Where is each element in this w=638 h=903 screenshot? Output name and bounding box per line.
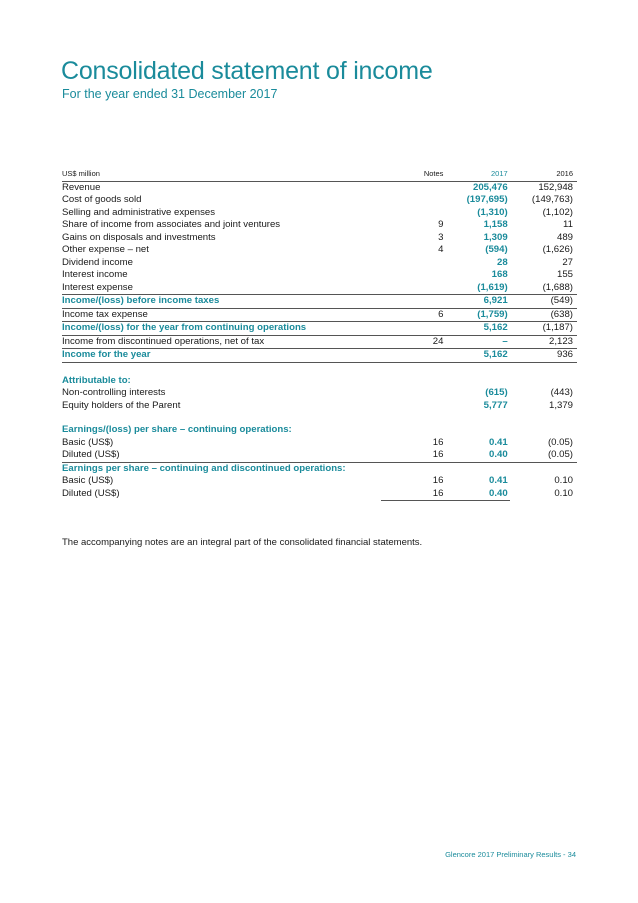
income-statement-table	[62, 168, 577, 501]
row-label: Income for the year	[62, 349, 381, 363]
row-label: Revenue	[62, 181, 101, 193]
row-2016: (638)	[550, 308, 573, 320]
row-2017: 205,476	[473, 181, 508, 193]
row-label: Diluted (US$)	[62, 449, 120, 460]
row-2016: 11	[563, 219, 573, 230]
row-2017: 5,162	[443, 349, 509, 363]
table-row	[62, 232, 577, 245]
row-2016: 155	[556, 269, 573, 280]
row-2017: 0.40	[489, 449, 508, 460]
table-row	[62, 387, 577, 400]
row-notes: 16	[432, 449, 444, 460]
table-row	[62, 244, 577, 257]
row-notes: 3	[438, 231, 444, 243]
row-2016: (0.05)	[547, 436, 573, 448]
spacer-row	[62, 412, 577, 424]
table-row	[62, 207, 577, 220]
table-row	[62, 488, 577, 501]
row-label: Income/(loss) before income taxes	[62, 295, 381, 309]
row-label: Dividend income	[62, 256, 133, 268]
row-label: Income tax expense	[62, 308, 148, 320]
row-notes: 16	[432, 475, 444, 486]
section-heading-row	[62, 375, 577, 388]
row-label: Cost of goods sold	[62, 194, 142, 205]
row-label: Other expense – net	[62, 244, 149, 255]
header-label: US$ million	[62, 168, 381, 181]
total-row	[62, 349, 577, 363]
row-2017: 0.41	[489, 436, 508, 448]
row-notes: 4	[438, 244, 444, 255]
row-2017: (1,619)	[477, 281, 508, 293]
row-2016: 489	[556, 231, 573, 243]
row-2017: (1,759)	[477, 308, 508, 320]
row-2017: 28	[497, 256, 508, 268]
row-2017: 5,777	[483, 399, 508, 411]
page-subtitle: For the year ended 31 December 2017	[62, 87, 278, 101]
row-2016: 2,123	[548, 335, 573, 347]
row-2016: 1,379	[548, 399, 573, 411]
row-label: Income/(loss) for the year from continuing operations	[62, 322, 381, 336]
row-2017: 6,921	[443, 295, 509, 309]
table-row	[62, 475, 577, 488]
row-2017: –	[502, 335, 508, 347]
row-label: Interest expense	[62, 281, 133, 293]
row-notes	[381, 194, 444, 207]
table-row	[62, 449, 577, 462]
row-2016: (1,187)	[510, 322, 577, 336]
row-notes: 16	[381, 488, 444, 501]
row-notes	[381, 257, 444, 270]
table-row	[62, 437, 577, 450]
table-row	[62, 282, 577, 295]
row-2017: (615)	[485, 387, 508, 398]
row-2016: (149,763)	[531, 194, 573, 205]
table-row	[62, 400, 577, 413]
row-label: Equity holders of the Parent	[62, 399, 181, 411]
row-notes	[381, 207, 444, 220]
row-label: Share of income from associates and joint ventures	[62, 219, 281, 230]
row-label: Diluted (US$)	[62, 487, 120, 499]
row-notes: 9	[438, 219, 444, 230]
row-2016: (443)	[550, 387, 573, 398]
row-2016: (1,626)	[542, 244, 573, 255]
row-label: Earnings/(loss) per share – continuing operations:	[62, 424, 292, 435]
row-label: Selling and administrative expenses	[62, 206, 216, 218]
table-row	[62, 308, 577, 322]
row-notes	[381, 400, 444, 413]
row-notes	[381, 387, 444, 400]
row-notes: 16	[432, 436, 444, 448]
row-2017: 1,158	[483, 219, 508, 230]
row-2016: 936	[510, 349, 577, 363]
header-2016: 2016	[510, 168, 577, 181]
row-2017: (197,695)	[466, 194, 508, 205]
table-row	[62, 335, 577, 349]
row-2016: 0.10	[554, 487, 573, 499]
subtotal-row	[62, 295, 577, 309]
row-2016: 152,948	[538, 181, 573, 193]
table-row	[62, 194, 577, 207]
row-notes	[381, 282, 444, 295]
row-label: Basic (US$)	[62, 475, 114, 486]
footnote: The accompanying notes are an integral part of the consolidated financial statements.	[62, 537, 423, 548]
table-row	[62, 219, 577, 232]
row-notes	[381, 322, 444, 336]
section-heading-row	[62, 424, 577, 437]
row-notes: 6	[438, 308, 444, 320]
row-2016: (549)	[510, 295, 577, 309]
spacer-row	[62, 362, 577, 375]
row-notes: 24	[432, 335, 444, 347]
row-notes	[381, 295, 444, 309]
page-footer: Glencore 2017 Preliminary Results - 34	[445, 850, 576, 859]
table-row	[62, 257, 577, 270]
row-2016: 27	[562, 256, 573, 268]
row-label: Gains on disposals and investments	[62, 231, 216, 243]
table-header-row	[62, 168, 577, 181]
row-2016: 0.10	[554, 475, 573, 486]
row-2017: 0.41	[489, 475, 508, 486]
table-row	[62, 269, 577, 282]
row-2017: (1,310)	[477, 206, 508, 218]
row-2017: 1,309	[483, 231, 508, 243]
row-label: Attributable to:	[62, 374, 131, 386]
section-heading-row	[62, 462, 577, 475]
row-2017: 0.40	[443, 488, 509, 501]
row-label: Basic (US$)	[62, 436, 114, 448]
row-notes	[381, 269, 444, 282]
row-label: Income from discontinued operations, net of tax	[62, 335, 265, 347]
header-notes: Notes	[381, 168, 444, 181]
row-notes	[381, 181, 444, 194]
table-row	[62, 181, 577, 194]
row-2017: 168	[491, 269, 508, 280]
header-2017: 2017	[443, 168, 509, 181]
row-2017: (594)	[485, 244, 508, 255]
subtotal-row	[62, 322, 577, 336]
row-label: Non-controlling interests	[62, 387, 166, 398]
row-label: Interest income	[62, 269, 128, 280]
row-2016: (0.05)	[547, 449, 573, 460]
row-2016: (1,688)	[542, 281, 573, 293]
row-label: Earnings per share – continuing and discontinued operations:	[62, 462, 381, 475]
row-2016: (1,102)	[542, 206, 573, 218]
row-2017: 5,162	[443, 322, 509, 336]
row-notes	[381, 349, 444, 363]
page-title: Consolidated statement of income	[61, 57, 433, 85]
